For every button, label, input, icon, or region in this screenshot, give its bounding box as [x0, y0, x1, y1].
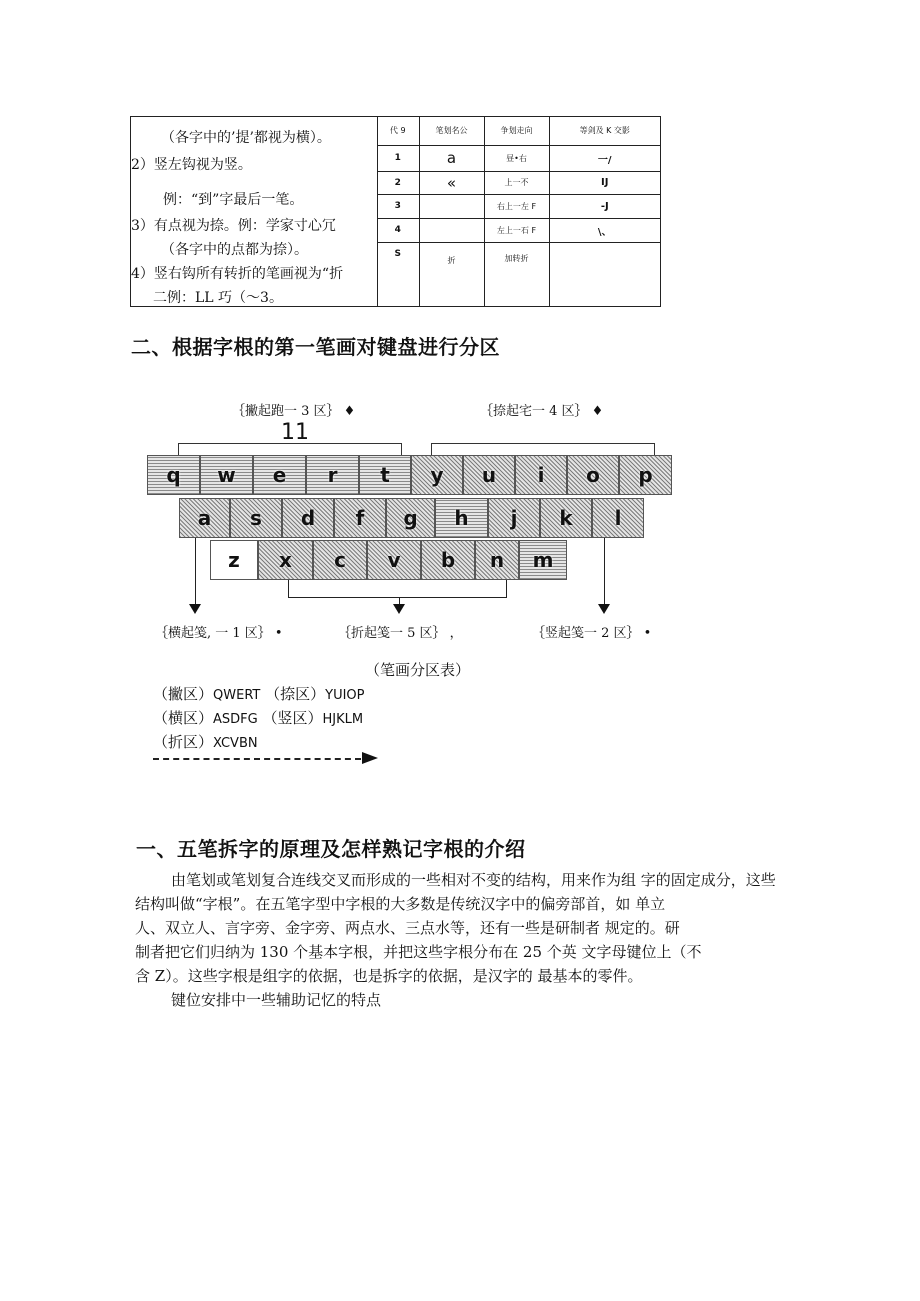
note-line: （各字中的点都为捺）。: [161, 242, 308, 258]
key-label: i: [537, 463, 545, 487]
connector-zone1: [195, 538, 196, 606]
paragraph-line: 人、双立人、言字旁、金字旁、两点水、三点水等，还有一些是研制者 规定的。研: [135, 919, 680, 937]
body-paragraph: [135, 868, 776, 1012]
key-x: [258, 540, 313, 580]
key-label: u: [481, 463, 497, 487]
table-cell: 2: [377, 171, 419, 194]
region-keys: ASDFG: [213, 712, 258, 727]
key-k: [540, 498, 592, 538]
table-cell: [549, 242, 660, 306]
key-label: l: [614, 506, 622, 530]
region-line: [153, 731, 258, 752]
table-cell: \、: [549, 218, 660, 242]
key-label: e: [272, 463, 287, 487]
stroke-table: [130, 116, 661, 307]
key-u: [463, 455, 515, 495]
table-cell: 昼•右: [484, 145, 549, 171]
key-label: v: [387, 548, 401, 572]
paragraph-line: 制者把它们归纳为 130 个基本字根，并把这些字根分布在 25 个英 文字母键位上（不: [135, 943, 702, 961]
key-d: [282, 498, 334, 538]
key-a: [179, 498, 230, 538]
region-keys: HJKLM: [322, 712, 364, 727]
key-label: p: [638, 463, 653, 487]
region-name: （竖区）: [262, 709, 323, 727]
table-header-cell: 笔划名公: [419, 117, 484, 145]
key-label: w: [217, 463, 236, 487]
key-label: x: [279, 548, 292, 572]
key-label: k: [559, 506, 573, 530]
table-header-cell: 争划走向: [484, 117, 549, 145]
table-cell: 右上一左 F: [484, 194, 549, 218]
arrow-down-icon: [393, 604, 405, 614]
key-r: [306, 455, 359, 495]
key-label: j: [510, 506, 518, 530]
paragraph-line: 结构叫做“字根”。在五笔字型中字根的大多数是传统汉字中的偏旁部首，如 单立: [135, 895, 666, 913]
key-l: [592, 498, 644, 538]
table-cell: 折: [419, 242, 484, 306]
table-cell: 加转折: [484, 242, 549, 306]
table-cell: IJ: [549, 171, 660, 194]
key-b: [421, 540, 475, 580]
region-name: （捺区）: [265, 685, 326, 703]
region-line: [153, 707, 363, 728]
key-label: t: [380, 463, 390, 487]
connector-zone2: [604, 538, 605, 606]
region-keys: YUIOP: [325, 688, 365, 703]
key-label: n: [489, 548, 505, 572]
key-i: [515, 455, 567, 495]
key-label: y: [430, 463, 444, 487]
paragraph-line: 由笔划或笔划复合连线交叉而形成的一些相对不变的结构，用来作为组 字的固定成分，这些: [171, 871, 776, 889]
connector-zone5-bar: [288, 597, 507, 598]
key-label: r: [327, 463, 338, 487]
table-cell: a: [419, 145, 484, 171]
key-z: [210, 540, 258, 580]
key-w: [200, 455, 253, 495]
key-label: c: [334, 548, 346, 572]
key-label: q: [166, 463, 181, 487]
region-name: （折区）: [153, 733, 214, 751]
zone-label-2: ｛竖起笺一 2 区｝ •: [532, 626, 652, 641]
key-m: [519, 540, 567, 580]
key-label: m: [532, 548, 554, 572]
arrow-right-icon: [362, 752, 378, 764]
arrow-down-icon: [189, 604, 201, 614]
region-keys: XCVBN: [213, 736, 258, 751]
table-cell: 3: [377, 194, 419, 218]
key-c: [313, 540, 367, 580]
note-line: （各字中的’提’都视为横）。: [161, 130, 331, 146]
paragraph-line: 含 Z）。这些字根是组字的依据，也是拆字的依据，是汉字的 最基本的零件。: [135, 967, 643, 985]
key-q: [147, 455, 200, 495]
table-cell: S: [377, 242, 419, 306]
zone-label-1: ｛横起笺, 一 1 区｝ •: [155, 626, 283, 641]
zone-label-5: ｛折起笺一 5 区｝ ，: [338, 626, 463, 641]
region-keys: QWERT: [213, 688, 261, 703]
region-line: [153, 683, 365, 704]
key-label: o: [586, 463, 600, 487]
table-cell: -J: [549, 194, 660, 218]
table-cell: 上一不: [484, 171, 549, 194]
note-line: 3）有点视为捺。例：学家寸心冗: [131, 218, 336, 234]
key-t: [359, 455, 411, 495]
key-label: f: [355, 506, 365, 530]
key-e: [253, 455, 306, 495]
connector-zone5-right: [506, 580, 507, 598]
table-header-cell: 等剑及 K 交影: [549, 117, 660, 145]
key-o: [567, 455, 619, 495]
note-line: 4）竖右钩所有转折的笔画视为“折: [131, 266, 344, 282]
key-y: [411, 455, 463, 495]
zone-label-4: ｛捺起宅一 4 区｝ ♦: [480, 404, 604, 419]
table-cell: [419, 194, 484, 218]
key-label: h: [454, 506, 469, 530]
table-cell: 4: [377, 218, 419, 242]
key-label: d: [300, 506, 316, 530]
table-cell: 1: [377, 145, 419, 171]
key-g: [386, 498, 435, 538]
diagram-number: 11: [281, 420, 309, 445]
dashed-arrow-line: [153, 758, 361, 760]
table-cell: [419, 218, 484, 242]
figure-caption: （笔画分区表）: [365, 661, 471, 679]
key-h: [435, 498, 488, 538]
key-s: [230, 498, 282, 538]
region-name: （撇区）: [153, 685, 214, 703]
key-label: s: [250, 506, 262, 530]
key-label: a: [197, 506, 212, 530]
region-name: （横区）: [153, 709, 214, 727]
key-f: [334, 498, 386, 538]
note-line: 2）竖左钩视为竖。: [131, 157, 252, 173]
stroke-code-table: [377, 117, 660, 306]
key-v: [367, 540, 421, 580]
table-cell: 左上一石 F: [484, 218, 549, 242]
key-p: [619, 455, 672, 495]
table-cell: «: [419, 171, 484, 194]
section-heading: 一、五笔拆字的原理及怎样熟记字根的介绍: [136, 837, 526, 861]
key-j: [488, 498, 540, 538]
key-label: g: [403, 506, 418, 530]
stroke-notes: [131, 117, 378, 306]
table-header-cell: 代 9: [377, 117, 419, 145]
arrow-down-icon: [598, 604, 610, 614]
table-cell: 一/: [549, 145, 660, 171]
note-line: 二例：LL 巧（～3。: [153, 290, 283, 306]
paragraph-line: 键位安排中一些辅助记忆的特点: [171, 991, 382, 1009]
key-label: z: [228, 548, 240, 572]
section-heading: 二、根据字根的第一笔画对键盘进行分区: [131, 335, 500, 359]
note-line: 例：“到”字最后一笔。: [163, 192, 304, 208]
key-label: b: [440, 548, 456, 572]
connector-zone5-left: [288, 580, 289, 598]
key-n: [475, 540, 519, 580]
zone-label-3: ｛撇起跑一 3 区｝ ♦: [232, 404, 356, 419]
